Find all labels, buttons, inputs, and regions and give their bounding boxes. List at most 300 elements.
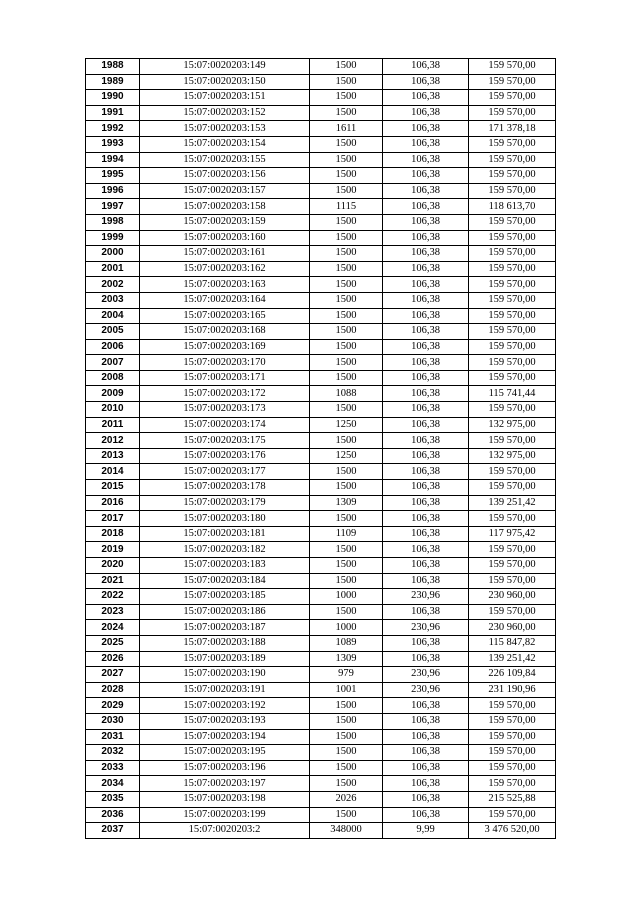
row-number-cell: 2007 [86,355,140,371]
row-number-cell: 2011 [86,417,140,433]
area-cell: 1309 [310,651,383,667]
row-number-cell: 1999 [86,230,140,246]
area-cell: 1500 [310,604,383,620]
area-cell: 1088 [310,386,383,402]
row-number-cell: 1993 [86,136,140,152]
total-value-cell: 159 570,00 [469,713,556,729]
row-number-cell: 2005 [86,324,140,340]
total-value-cell: 159 570,00 [469,542,556,558]
cadastral-number-cell: 15:07:0020203:177 [140,464,310,480]
total-value-cell: 159 570,00 [469,511,556,527]
area-cell: 1500 [310,698,383,714]
area-cell: 1500 [310,90,383,106]
table-row [86,495,556,511]
area-cell: 1500 [310,402,383,418]
total-value-cell: 115 741,44 [469,386,556,402]
table-row [86,448,556,464]
unit-price-cell: 106,38 [383,152,469,168]
table-row [86,277,556,293]
area-cell: 1500 [310,511,383,527]
total-value-cell: 226 109,84 [469,667,556,683]
table-row [86,402,556,418]
cadastral-number-cell: 15:07:0020203:179 [140,495,310,511]
cadastral-number-cell: 15:07:0020203:182 [140,542,310,558]
unit-price-cell: 106,38 [383,230,469,246]
cadastral-number-cell: 15:07:0020203:172 [140,386,310,402]
unit-price-cell: 106,38 [383,448,469,464]
table-row [86,604,556,620]
row-number-cell: 2031 [86,729,140,745]
row-number-cell: 2008 [86,370,140,386]
total-value-cell: 132 975,00 [469,417,556,433]
total-value-cell: 159 570,00 [469,464,556,480]
cadastral-number-cell: 15:07:0020203:152 [140,105,310,121]
area-cell: 1500 [310,152,383,168]
area-cell: 1500 [310,292,383,308]
area-cell: 348000 [310,823,383,839]
table-row [86,480,556,496]
unit-price-cell: 106,38 [383,168,469,184]
unit-price-cell: 106,38 [383,386,469,402]
total-value-cell: 3 476 520,00 [469,823,556,839]
cadastral-number-cell: 15:07:0020203:185 [140,589,310,605]
total-value-cell: 159 570,00 [469,183,556,199]
row-number-cell: 2003 [86,292,140,308]
area-cell: 1250 [310,417,383,433]
table-row [86,511,556,527]
row-number-cell: 1997 [86,199,140,215]
row-number-cell: 2012 [86,433,140,449]
total-value-cell: 159 570,00 [469,277,556,293]
unit-price-cell: 106,38 [383,277,469,293]
total-value-cell: 159 570,00 [469,168,556,184]
unit-price-cell: 106,38 [383,74,469,90]
unit-price-cell: 106,38 [383,199,469,215]
table-row [86,760,556,776]
total-value-cell: 159 570,00 [469,480,556,496]
row-number-cell: 2030 [86,713,140,729]
unit-price-cell: 106,38 [383,651,469,667]
cadastral-number-cell: 15:07:0020203:164 [140,292,310,308]
table-row [86,74,556,90]
row-number-cell: 2022 [86,589,140,605]
area-cell: 1500 [310,433,383,449]
table-row [86,308,556,324]
row-number-cell: 1990 [86,90,140,106]
cadastral-number-cell: 15:07:0020203:154 [140,136,310,152]
unit-price-cell: 106,38 [383,745,469,761]
cadastral-number-cell: 15:07:0020203:151 [140,90,310,106]
row-number-cell: 2035 [86,791,140,807]
unit-price-cell: 106,38 [383,760,469,776]
total-value-cell: 159 570,00 [469,308,556,324]
area-cell: 1000 [310,589,383,605]
total-value-cell: 159 570,00 [469,90,556,106]
unit-price-cell: 106,38 [383,713,469,729]
row-number-cell: 2016 [86,495,140,511]
area-cell: 1500 [310,355,383,371]
unit-price-cell: 106,38 [383,495,469,511]
total-value-cell: 159 570,00 [469,807,556,823]
area-cell: 1500 [310,713,383,729]
cadastral-number-cell: 15:07:0020203:180 [140,511,310,527]
area-cell: 1500 [310,370,383,386]
table-row [86,464,556,480]
cadastral-number-cell: 15:07:0020203:181 [140,526,310,542]
table-row [86,745,556,761]
area-cell: 1500 [310,776,383,792]
row-number-cell: 2026 [86,651,140,667]
row-number-cell: 2004 [86,308,140,324]
row-number-cell: 2025 [86,635,140,651]
row-number-cell: 2036 [86,807,140,823]
cadastral-number-cell: 15:07:0020203:190 [140,667,310,683]
table-row [86,59,556,75]
unit-price-cell: 106,38 [383,324,469,340]
total-value-cell: 139 251,42 [469,651,556,667]
table-row [86,355,556,371]
row-number-cell: 1996 [86,183,140,199]
row-number-cell: 2014 [86,464,140,480]
cadastral-number-cell: 15:07:0020203:197 [140,776,310,792]
total-value-cell: 159 570,00 [469,261,556,277]
total-value-cell: 159 570,00 [469,604,556,620]
row-number-cell: 1992 [86,121,140,137]
table-row [86,823,556,839]
table-row [86,713,556,729]
table-row [86,121,556,137]
total-value-cell: 159 570,00 [469,355,556,371]
area-cell: 1500 [310,168,383,184]
total-value-cell: 115 847,82 [469,635,556,651]
unit-price-cell: 106,38 [383,261,469,277]
table-row [86,807,556,823]
table-row [86,324,556,340]
area-cell: 1500 [310,277,383,293]
row-number-cell: 2023 [86,604,140,620]
land-parcel-table [85,58,556,839]
unit-price-cell: 106,38 [383,105,469,121]
row-number-cell: 2015 [86,480,140,496]
table-row [86,183,556,199]
total-value-cell: 159 570,00 [469,136,556,152]
total-value-cell: 159 570,00 [469,74,556,90]
area-cell: 1500 [310,214,383,230]
cadastral-number-cell: 15:07:0020203:153 [140,121,310,137]
total-value-cell: 159 570,00 [469,370,556,386]
area-cell: 1611 [310,121,383,137]
total-value-cell: 132 975,00 [469,448,556,464]
row-number-cell: 1995 [86,168,140,184]
cadastral-number-cell: 15:07:0020203:195 [140,745,310,761]
row-number-cell: 2037 [86,823,140,839]
cadastral-number-cell: 15:07:0020203:149 [140,59,310,75]
row-number-cell: 2000 [86,246,140,262]
unit-price-cell: 106,38 [383,339,469,355]
cadastral-number-cell: 15:07:0020203:169 [140,339,310,355]
table-row [86,651,556,667]
unit-price-cell: 106,38 [383,308,469,324]
cadastral-number-cell: 15:07:0020203:186 [140,604,310,620]
total-value-cell: 159 570,00 [469,729,556,745]
area-cell: 1109 [310,526,383,542]
table-row [86,386,556,402]
unit-price-cell: 106,38 [383,604,469,620]
area-cell: 1500 [310,760,383,776]
unit-price-cell: 106,38 [383,791,469,807]
area-cell: 1500 [310,183,383,199]
cadastral-number-cell: 15:07:0020203:192 [140,698,310,714]
unit-price-cell: 230,96 [383,682,469,698]
row-number-cell: 2001 [86,261,140,277]
total-value-cell: 118 613,70 [469,199,556,215]
table-row [86,433,556,449]
table-row [86,620,556,636]
row-number-cell: 2028 [86,682,140,698]
total-value-cell: 159 570,00 [469,246,556,262]
cadastral-number-cell: 15:07:0020203:194 [140,729,310,745]
total-value-cell: 139 251,42 [469,495,556,511]
cadastral-number-cell: 15:07:0020203:174 [140,417,310,433]
unit-price-cell: 106,38 [383,183,469,199]
row-number-cell: 2034 [86,776,140,792]
area-cell: 1500 [310,59,383,75]
unit-price-cell: 230,96 [383,589,469,605]
total-value-cell: 159 570,00 [469,324,556,340]
area-cell: 1500 [310,246,383,262]
row-number-cell: 2020 [86,558,140,574]
cadastral-number-cell: 15:07:0020203:170 [140,355,310,371]
total-value-cell: 159 570,00 [469,105,556,121]
area-cell: 1500 [310,729,383,745]
row-number-cell: 2032 [86,745,140,761]
cadastral-number-cell: 15:07:0020203:187 [140,620,310,636]
row-number-cell: 1988 [86,59,140,75]
total-value-cell: 159 570,00 [469,573,556,589]
total-value-cell: 159 570,00 [469,745,556,761]
area-cell: 2026 [310,791,383,807]
unit-price-cell: 106,38 [383,214,469,230]
unit-price-cell: 106,38 [383,417,469,433]
row-number-cell: 2006 [86,339,140,355]
table-row [86,776,556,792]
area-cell: 1500 [310,573,383,589]
total-value-cell: 159 570,00 [469,433,556,449]
area-cell: 1500 [310,74,383,90]
cadastral-number-cell: 15:07:0020203:161 [140,246,310,262]
table-row [86,417,556,433]
table-row [86,729,556,745]
area-cell: 1500 [310,261,383,277]
unit-price-cell: 9,99 [383,823,469,839]
table-row [86,246,556,262]
table-body [86,59,556,839]
row-number-cell: 2013 [86,448,140,464]
area-cell: 1500 [310,324,383,340]
row-number-cell: 1991 [86,105,140,121]
area-cell: 1000 [310,620,383,636]
unit-price-cell: 106,38 [383,480,469,496]
table-row [86,105,556,121]
unit-price-cell: 106,38 [383,464,469,480]
unit-price-cell: 106,38 [383,370,469,386]
table-row [86,370,556,386]
total-value-cell: 159 570,00 [469,230,556,246]
unit-price-cell: 106,38 [383,121,469,137]
table-row [86,698,556,714]
unit-price-cell: 106,38 [383,246,469,262]
row-number-cell: 1989 [86,74,140,90]
area-cell: 1309 [310,495,383,511]
table-row [86,589,556,605]
total-value-cell: 159 570,00 [469,59,556,75]
unit-price-cell: 106,38 [383,635,469,651]
table-row [86,635,556,651]
cadastral-number-cell: 15:07:0020203:158 [140,199,310,215]
row-number-cell: 2027 [86,667,140,683]
area-cell: 1500 [310,464,383,480]
row-number-cell: 1994 [86,152,140,168]
row-number-cell: 2017 [86,511,140,527]
area-cell: 979 [310,667,383,683]
cadastral-number-cell: 15:07:0020203:175 [140,433,310,449]
table-row [86,136,556,152]
cadastral-number-cell: 15:07:0020203:160 [140,230,310,246]
row-number-cell: 2009 [86,386,140,402]
cadastral-number-cell: 15:07:0020203:157 [140,183,310,199]
table-row [86,292,556,308]
total-value-cell: 159 570,00 [469,339,556,355]
unit-price-cell: 106,38 [383,433,469,449]
table-row [86,573,556,589]
table-row [86,339,556,355]
row-number-cell: 2010 [86,402,140,418]
area-cell: 1115 [310,199,383,215]
area-cell: 1089 [310,635,383,651]
unit-price-cell: 106,38 [383,698,469,714]
row-number-cell: 2018 [86,526,140,542]
total-value-cell: 171 378,18 [469,121,556,137]
area-cell: 1500 [310,558,383,574]
cadastral-number-cell: 15:07:0020203:199 [140,807,310,823]
area-cell: 1500 [310,308,383,324]
unit-price-cell: 106,38 [383,59,469,75]
unit-price-cell: 106,38 [383,355,469,371]
table-row [86,261,556,277]
row-number-cell: 1998 [86,214,140,230]
total-value-cell: 230 960,00 [469,589,556,605]
cadastral-number-cell: 15:07:0020203:191 [140,682,310,698]
cadastral-number-cell: 15:07:0020203:184 [140,573,310,589]
cadastral-number-cell: 15:07:0020203:163 [140,277,310,293]
row-number-cell: 2029 [86,698,140,714]
row-number-cell: 2021 [86,573,140,589]
table-row [86,168,556,184]
row-number-cell: 2019 [86,542,140,558]
total-value-cell: 159 570,00 [469,292,556,308]
area-cell: 1500 [310,230,383,246]
total-value-cell: 159 570,00 [469,214,556,230]
area-cell: 1001 [310,682,383,698]
total-value-cell: 159 570,00 [469,402,556,418]
cadastral-number-cell: 15:07:0020203:165 [140,308,310,324]
unit-price-cell: 230,96 [383,667,469,683]
cadastral-number-cell: 15:07:0020203:189 [140,651,310,667]
total-value-cell: 215 525,88 [469,791,556,807]
table-row [86,230,556,246]
area-cell: 1500 [310,807,383,823]
cadastral-number-cell: 15:07:0020203:159 [140,214,310,230]
unit-price-cell: 230,96 [383,620,469,636]
total-value-cell: 230 960,00 [469,620,556,636]
total-value-cell: 117 975,42 [469,526,556,542]
cadastral-number-cell: 15:07:0020203:173 [140,402,310,418]
table-row [86,667,556,683]
cadastral-number-cell: 15:07:0020203:155 [140,152,310,168]
table-row [86,90,556,106]
total-value-cell: 159 570,00 [469,558,556,574]
area-cell: 1500 [310,745,383,761]
unit-price-cell: 106,38 [383,511,469,527]
table-row [86,152,556,168]
cadastral-number-cell: 15:07:0020203:196 [140,760,310,776]
cadastral-number-cell: 15:07:0020203:156 [140,168,310,184]
area-cell: 1500 [310,339,383,355]
total-value-cell: 159 570,00 [469,698,556,714]
row-number-cell: 2002 [86,277,140,293]
area-cell: 1500 [310,542,383,558]
total-value-cell: 159 570,00 [469,776,556,792]
table-row [86,214,556,230]
cadastral-number-cell: 15:07:0020203:188 [140,635,310,651]
unit-price-cell: 106,38 [383,90,469,106]
unit-price-cell: 106,38 [383,729,469,745]
cadastral-number-cell: 15:07:0020203:2 [140,823,310,839]
table-row [86,199,556,215]
unit-price-cell: 106,38 [383,558,469,574]
table-row [86,526,556,542]
unit-price-cell: 106,38 [383,776,469,792]
unit-price-cell: 106,38 [383,807,469,823]
table-row [86,682,556,698]
cadastral-number-cell: 15:07:0020203:183 [140,558,310,574]
unit-price-cell: 106,38 [383,542,469,558]
area-cell: 1250 [310,448,383,464]
cadastral-number-cell: 15:07:0020203:176 [140,448,310,464]
unit-price-cell: 106,38 [383,136,469,152]
area-cell: 1500 [310,136,383,152]
table-row [86,542,556,558]
total-value-cell: 159 570,00 [469,760,556,776]
unit-price-cell: 106,38 [383,292,469,308]
total-value-cell: 231 190,96 [469,682,556,698]
cadastral-number-cell: 15:07:0020203:193 [140,713,310,729]
table-row [86,791,556,807]
total-value-cell: 159 570,00 [469,152,556,168]
row-number-cell: 2024 [86,620,140,636]
cadastral-number-cell: 15:07:0020203:198 [140,791,310,807]
area-cell: 1500 [310,480,383,496]
cadastral-number-cell: 15:07:0020203:171 [140,370,310,386]
table-row [86,558,556,574]
area-cell: 1500 [310,105,383,121]
cadastral-number-cell: 15:07:0020203:178 [140,480,310,496]
unit-price-cell: 106,38 [383,402,469,418]
cadastral-number-cell: 15:07:0020203:162 [140,261,310,277]
cadastral-number-cell: 15:07:0020203:168 [140,324,310,340]
unit-price-cell: 106,38 [383,526,469,542]
row-number-cell: 2033 [86,760,140,776]
